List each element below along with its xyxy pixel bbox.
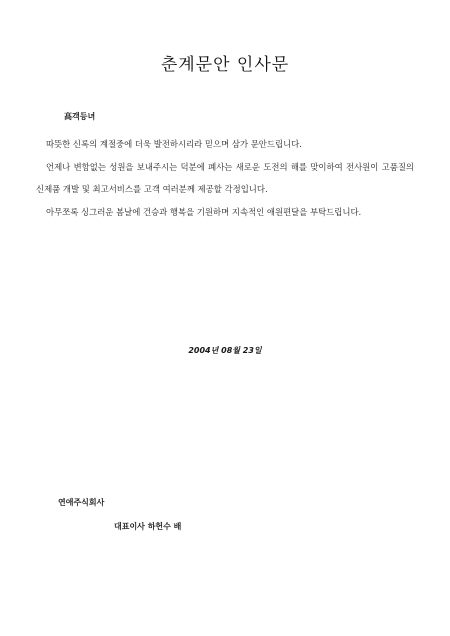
paragraph-2: 언제나 변함없는 성원을 보내주시는 덕분에 폐사는 새로운 도전의 해를 맞이하여 전사원이 고품질의 신제품 개발 및 최고서비스를 고객 여러분께 제공할 각정입니다. xyxy=(36,161,414,194)
paragraph-1: 따뜻한 신록의 계절중에 더욱 발전하시리라 믿으며 삼가 문안드립니다. xyxy=(46,139,302,149)
letter-date: 2004년 08월 23일 xyxy=(188,346,262,355)
paragraph-3: 아무쪼록 싱그러운 봄날에 건승과 행복을 기원하며 지속적인 애원편달을 부탁드립니다. xyxy=(46,206,362,217)
document-title: 춘계문안 인사문 xyxy=(160,55,290,75)
letter-body xyxy=(36,133,414,223)
company-name: 연애주식회사 xyxy=(58,498,105,507)
ceo-signature: 대표이사 하헌수 배 xyxy=(114,522,182,531)
greeting-line: 高객등녀 xyxy=(64,112,96,121)
